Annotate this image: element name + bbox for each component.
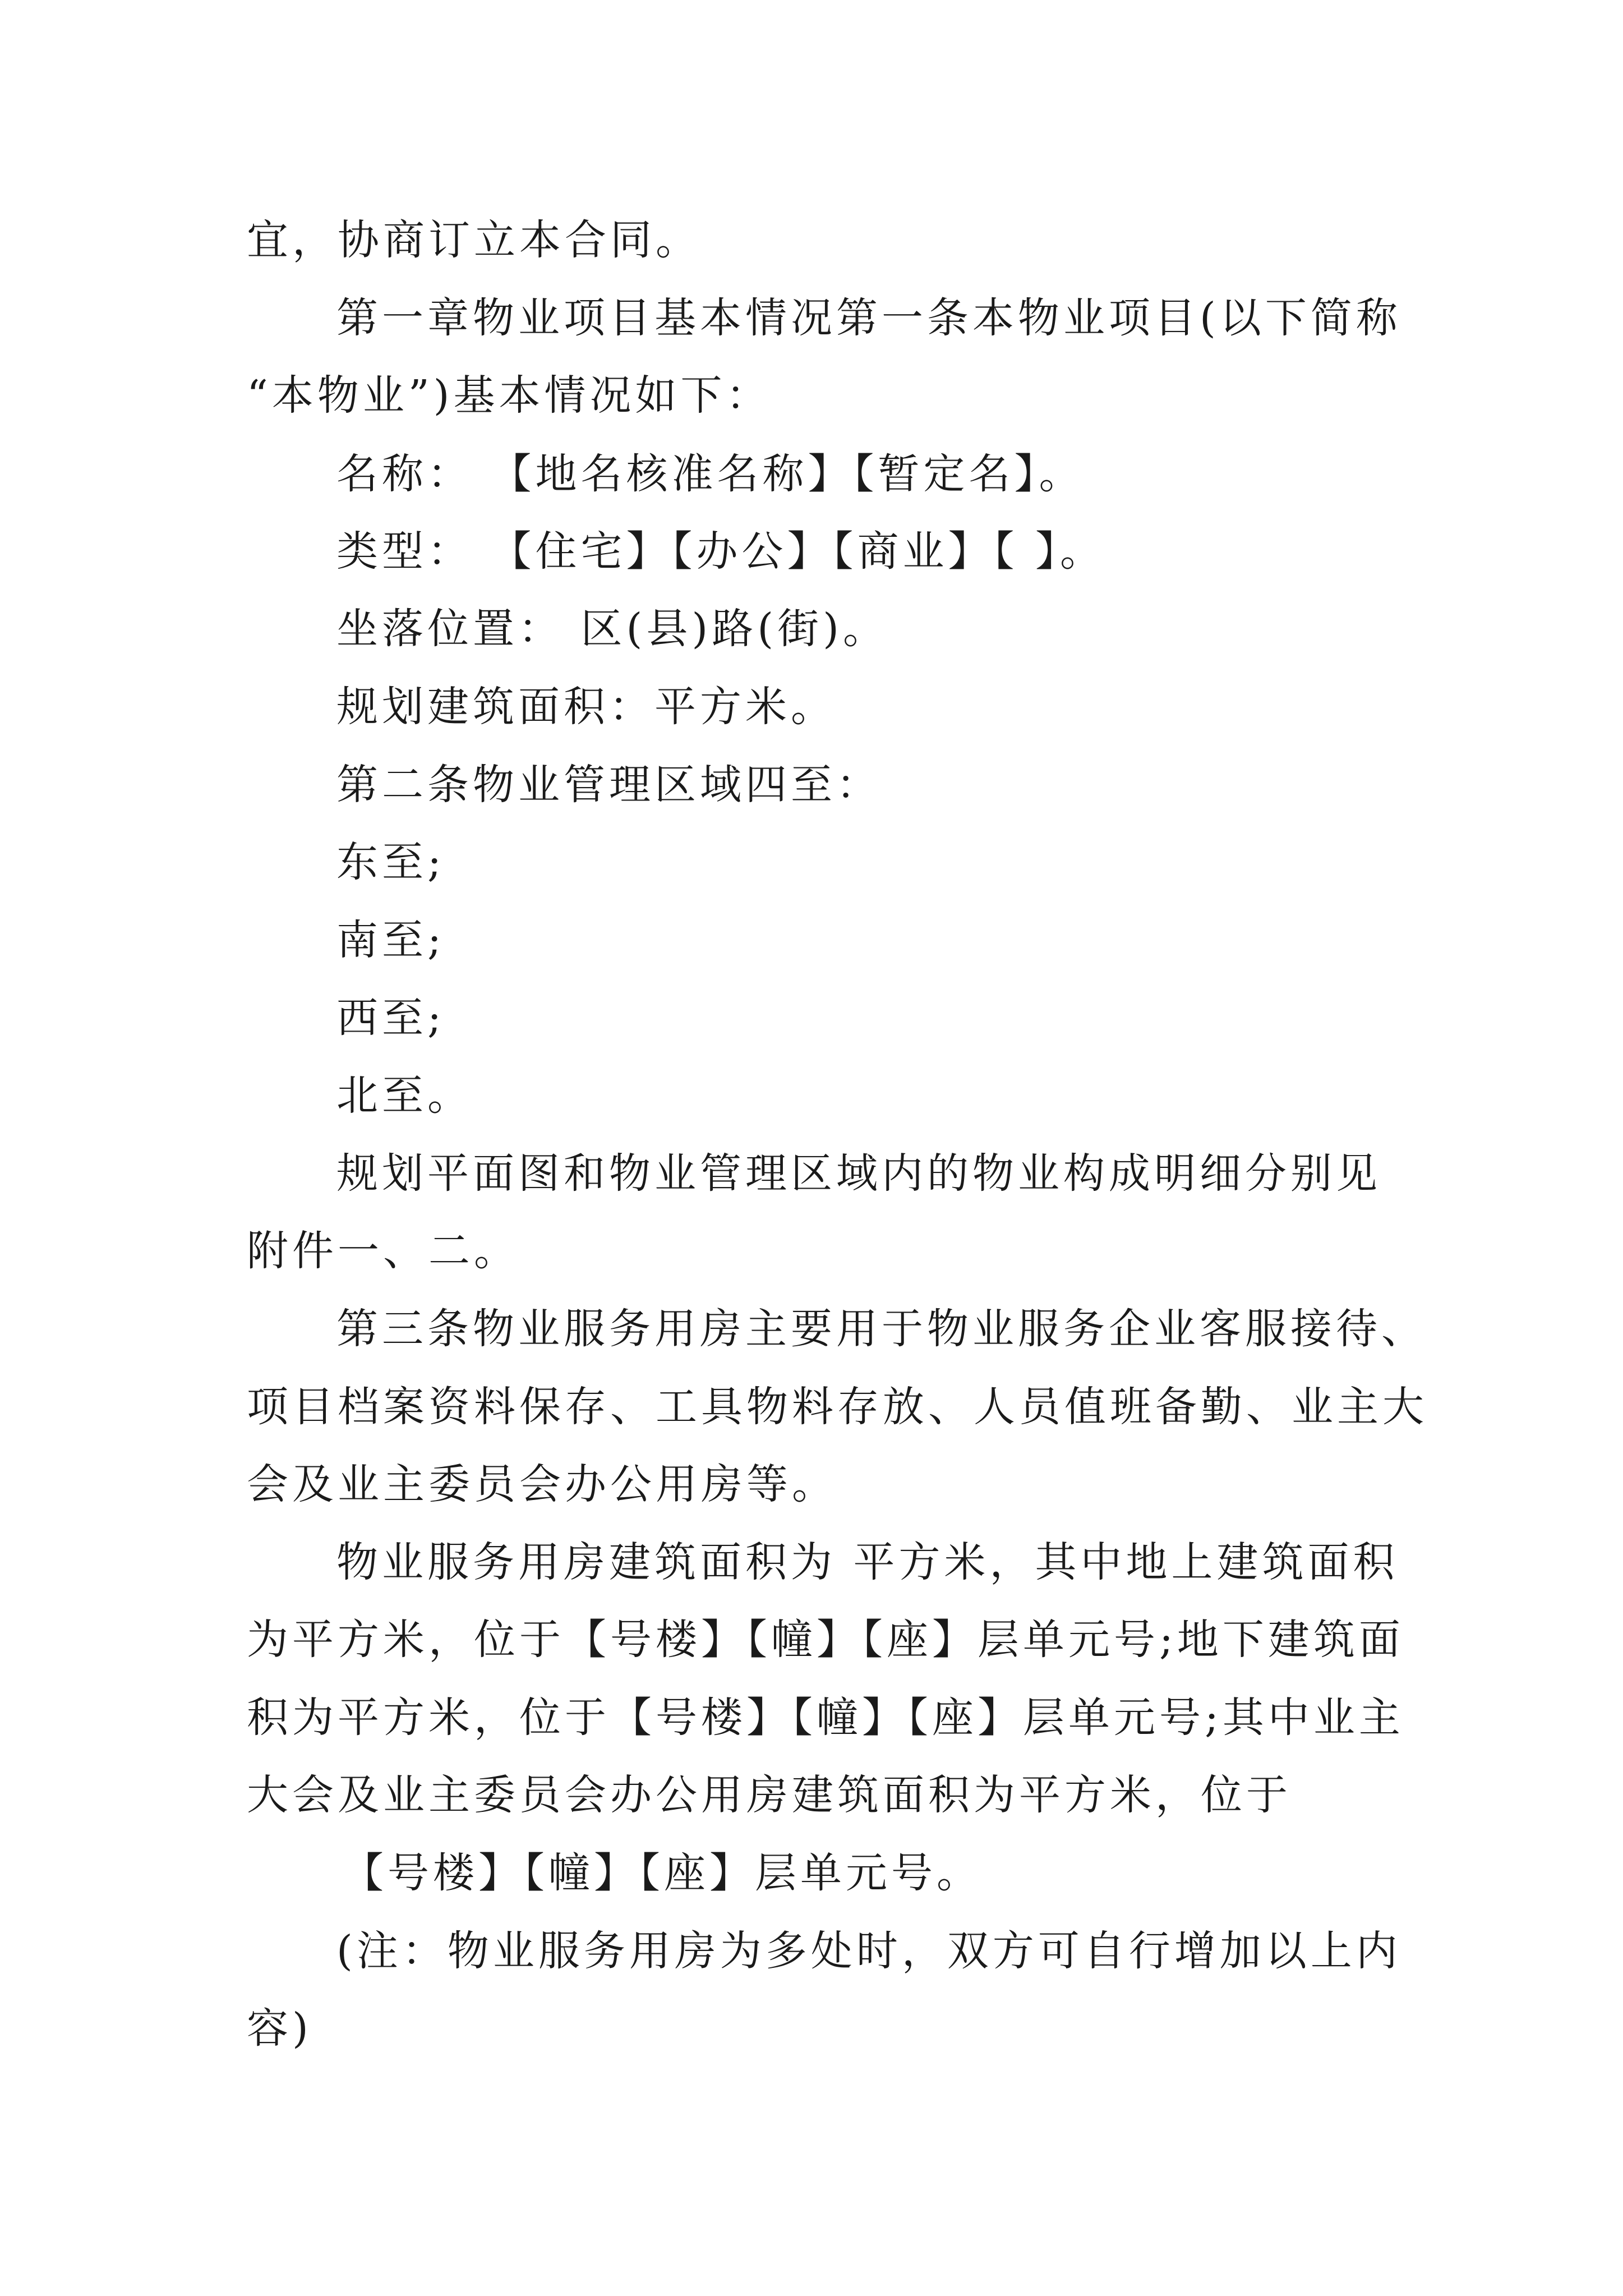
property-type-line: 类型： 【住宅】【办公】【商业】【 】。: [336, 527, 1106, 576]
boundary-south: 南至;: [336, 916, 445, 964]
article-three-line: 第三条物业服务用房主要用于物业服务企业客服接待、: [336, 1305, 1427, 1353]
text-line: 积为平方米，位于【号楼】【幢】【座】层单元号;其中业主: [247, 1694, 1404, 1742]
planned-area-line: 规划建筑面积：平方米。: [336, 683, 836, 731]
text-line: 规划平面图和物业管理区域内的物业构成明细分别见: [336, 1149, 1381, 1198]
text-line: 大会及业主委员会办公用房建筑面积为平方米，位于: [247, 1771, 1292, 1819]
note-line: (注：物业服务用房为多处时，双方可自行增加以上内: [336, 1927, 1401, 1975]
boundary-east: 东至;: [336, 838, 445, 886]
location-line: 坐落位置： 区(县)路(街)。: [336, 605, 889, 653]
text-line: 会及业主委员会办公用房等。: [247, 1460, 837, 1508]
boundary-west: 西至;: [336, 994, 445, 1042]
chapter-heading-line: 第一章物业项目基本情况第一条本物业项目(以下简称: [336, 294, 1401, 342]
text-line: 附件一、二。: [247, 1227, 519, 1275]
text-line: 【号楼】【幢】【座】层单元号。: [342, 1849, 982, 1897]
article-two-heading: 第二条物业管理区域四至：: [336, 761, 882, 809]
text-line: 为平方米，位于【号楼】【幢】【座】层单元号;地下建筑面: [247, 1616, 1404, 1664]
text-line: 宜，协商订立本合同。: [247, 216, 701, 264]
text-line: 物业服务用房建筑面积为 平方米，其中地上建筑面积: [336, 1538, 1399, 1586]
boundary-north: 北至。: [336, 1071, 473, 1120]
text-line: 项目档案资料保存、工具物料存放、人员值班备勤、业主大: [247, 1383, 1428, 1431]
property-name-line: 名称： 【地名核准名称】【暂定名】。: [336, 450, 1085, 498]
note-line: 容): [247, 2004, 312, 2053]
text-line: “本物业”)基本情况如下：: [247, 371, 772, 420]
